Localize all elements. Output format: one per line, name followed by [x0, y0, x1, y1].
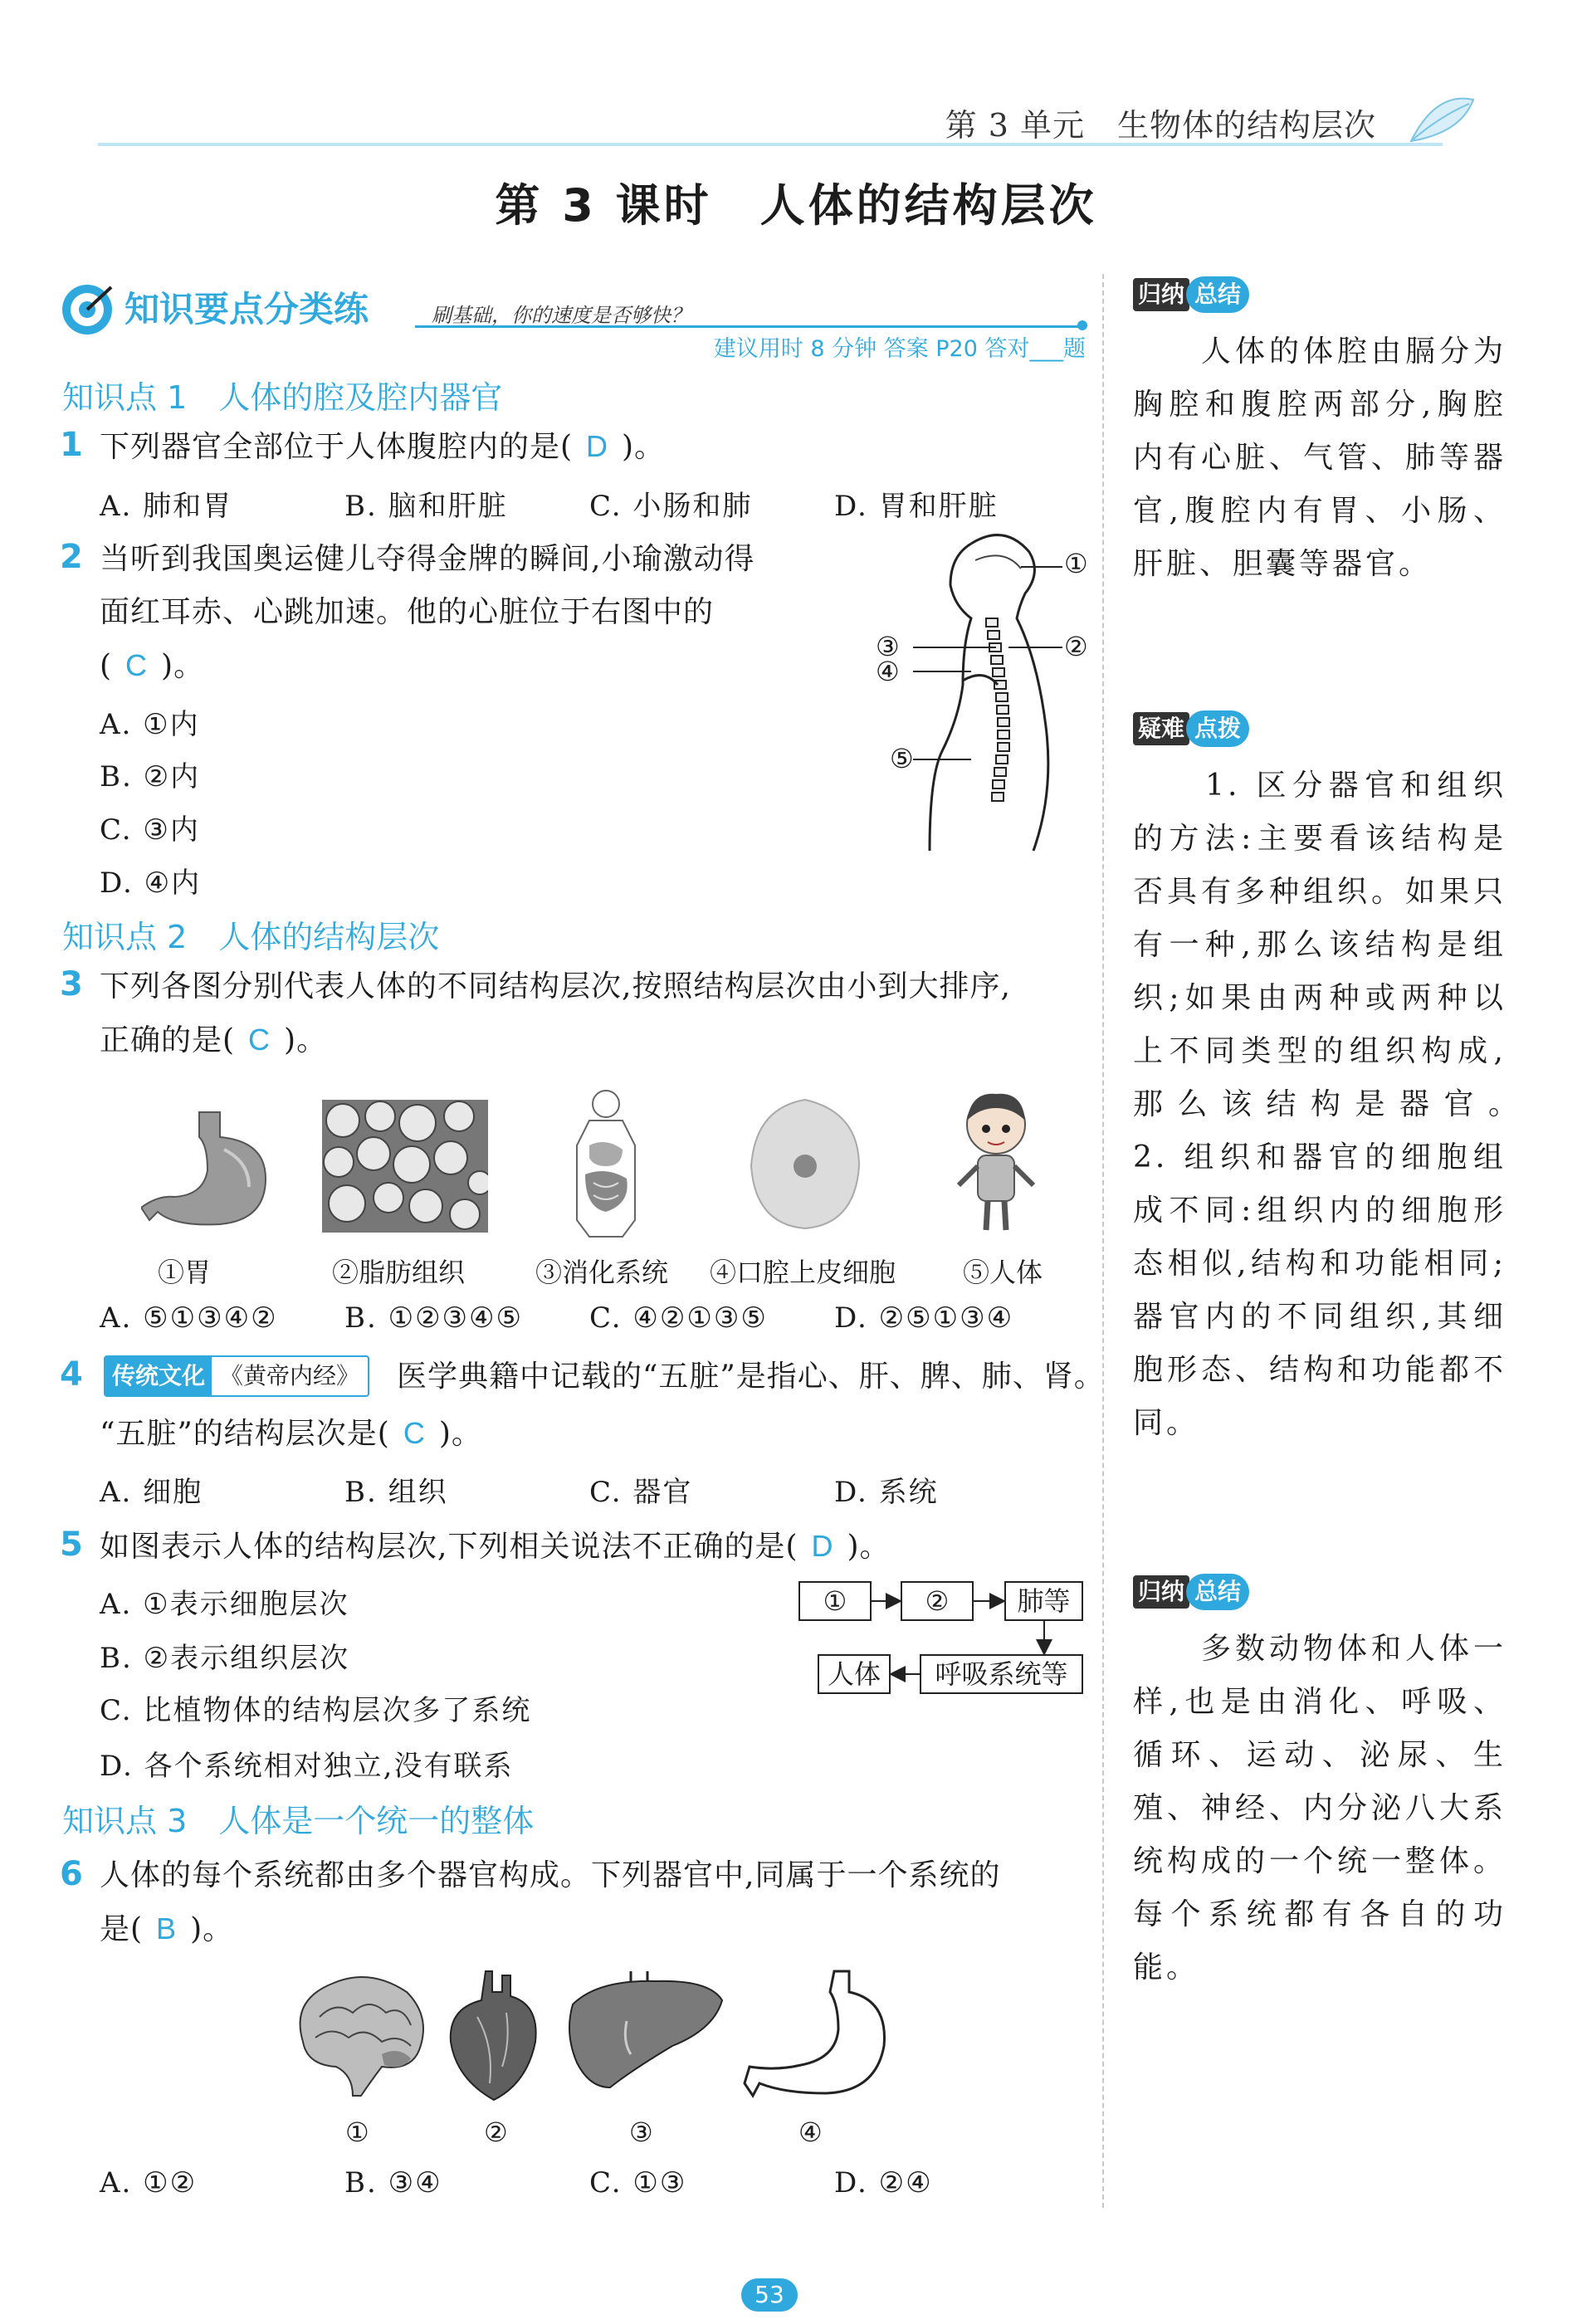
- question-4-line2: “五脏”的结构层次是( C )。: [100, 1416, 482, 1451]
- tip-tag: 疑难 点拨: [1133, 710, 1249, 748]
- option: C. ①③: [589, 2166, 687, 2200]
- answer: C: [248, 1023, 271, 1057]
- fat-tissue-image-icon: [322, 1100, 488, 1233]
- question-number: 2: [60, 538, 83, 576]
- sidebar-summary-1: 人体的体腔由膈分为胸腔和腹腔两部分,胸腔内有心脏、气管、肺等器官,腹腔内有胃、小肠、肝脏、胆囊等器官。: [1133, 334, 1507, 581]
- section-banner-title: 知识要点分类练: [125, 289, 369, 330]
- question-number: 6: [60, 1855, 83, 1893]
- banner-dot: [1077, 320, 1087, 330]
- summary-tag: 归纳 总结: [1133, 1573, 1249, 1611]
- diagram-box-4: 呼吸系统等: [920, 1654, 1083, 1694]
- digestive-system-image-icon: [556, 1087, 656, 1241]
- image-caption: ①胃: [158, 1257, 212, 1288]
- question-2-text: 当听到我国奥运健儿夺得金牌的瞬间,小瑜激动得 面红耳赤、心跳加速。他的心脏位于右图中的 ( C )。: [100, 542, 755, 683]
- question-number: 4: [60, 1355, 83, 1394]
- diagram-box-3: 肺等: [1004, 1581, 1083, 1621]
- option: A. ①表示细胞层次: [100, 1588, 349, 1621]
- question-1-text: 下列器官全部位于人体腹腔内的是( D )。: [100, 429, 666, 464]
- image-caption: ⑤人体: [963, 1257, 1043, 1288]
- heart-image-icon: [444, 1967, 548, 2104]
- knowledge-point-3: 知识点 3 人体是一个统一的整体: [62, 1803, 535, 1839]
- sidebar-summary-2: 多数动物体和人体一样,也是由消化、呼吸、循环、运动、泌尿、生殖、神经、内分泌八大系统构成的一个统一整体。每个系统都有各自的功能。: [1133, 1632, 1507, 1985]
- figure-label: ②: [1064, 631, 1088, 662]
- option: A. 肺和胃: [100, 490, 233, 523]
- option: B. ②表示组织层次: [100, 1642, 350, 1675]
- section-banner-subtitle: 刷基础，你的速度是否够快？: [432, 304, 691, 327]
- option: B. ①②③④⑤: [344, 1301, 524, 1335]
- option: D. ④内: [100, 867, 202, 900]
- option: A. 细胞: [100, 1476, 203, 1509]
- stomach-image-icon: [141, 1104, 282, 1237]
- banner-rule: [415, 325, 1083, 328]
- image-caption: ①: [345, 2116, 369, 2148]
- option: C. ③内: [100, 813, 200, 847]
- summary-tag: 归纳 总结: [1133, 276, 1249, 314]
- leaf-decoration-icon: [1403, 83, 1477, 149]
- option: B. ②内: [100, 760, 201, 793]
- image-caption: ②: [484, 2116, 508, 2148]
- question-6-text: 人体的每个系统都由多个器官构成。下列器官中,同属于一个系统的 是( B )。: [100, 1858, 1001, 1946]
- answer: D: [811, 1529, 834, 1563]
- question-3-text: 下列各图分别代表人体的不同结构层次,按照结构层次由小到大排序, 正确的是( C )。: [100, 969, 1011, 1057]
- stomach-outline-image-icon: [743, 1967, 892, 2104]
- unit-header: 第 3 单元 生物体的结构层次: [945, 107, 1376, 144]
- option: A. ①②: [100, 2166, 198, 2200]
- option: A. ⑤①③④②: [100, 1301, 278, 1335]
- diagram-box-5: 人体: [818, 1654, 891, 1694]
- option: D. 各个系统相对独立,没有联系: [100, 1750, 514, 1783]
- knowledge-point-2: 知识点 2 人体的结构层次: [62, 919, 440, 955]
- option: C. ④②①③⑤: [589, 1301, 768, 1335]
- question-number: 1: [60, 426, 83, 464]
- image-caption: ④口腔上皮细胞: [710, 1257, 896, 1288]
- banner-meta: 建议用时 8 分钟 答案 P20 答对___题: [713, 336, 1086, 362]
- image-caption: ④: [798, 2116, 823, 2148]
- liver-image-icon: [564, 1971, 730, 2096]
- page-number: 53: [741, 2278, 798, 2312]
- header-rule: [98, 143, 1443, 146]
- option: C. 小肠和肺: [589, 490, 753, 523]
- image-caption: ②脂肪组织: [332, 1257, 466, 1288]
- sidebar-tip: 1. 区分器官和组织的方法:主要看该结构是否具有多种组织。如果只有一种,那么该结构是组织;如果由两种或两种以上不同类型的组织构成,那么该结构是器官。 2. 组织和器官的细胞组成不同:组织内的细胞形态相似,结构和功能相同;器官内的不同组织,其细胞形态、结构和功能都不同。: [1133, 769, 1574, 1440]
- figure-label: ①: [1064, 548, 1088, 579]
- option: B. ③④: [344, 2166, 442, 2200]
- question-4-line1: 医学典籍中记载的“五脏”是指心、肝、脾、肺、肾。: [397, 1360, 1105, 1394]
- option: D. 胃和肝脏: [834, 490, 999, 523]
- option: D. ②④: [834, 2166, 933, 2200]
- child-figure-image-icon: [946, 1087, 1046, 1237]
- option: C. 比植物体的结构层次多了系统: [100, 1694, 532, 1727]
- question-number: 3: [60, 965, 83, 1003]
- badge-source: 《黄帝内经》: [220, 1362, 360, 1389]
- diagram-arrows: [797, 1577, 1096, 1702]
- option: B. 脑和肝脏: [344, 490, 508, 523]
- diagram-box-2: ②: [901, 1581, 974, 1621]
- lesson-title: 第 3 课时 人体的结构层次: [495, 179, 1097, 232]
- answer: D: [586, 429, 609, 463]
- option: A. ①内: [100, 708, 200, 741]
- option: D. 系统: [834, 1476, 939, 1509]
- figure-label: ③: [876, 631, 900, 662]
- answer: C: [125, 648, 149, 682]
- question-5-text: 如图表示人体的结构层次,下列相关说法不正确的是( D )。: [100, 1529, 891, 1564]
- badge-label: 传统文化: [105, 1357, 212, 1395]
- figure-label: ④: [876, 656, 900, 687]
- answer: C: [403, 1416, 426, 1450]
- knowledge-point-1: 知识点 1 人体的腔及腔内器官: [62, 379, 503, 416]
- brain-image-icon: [286, 1967, 432, 2100]
- image-caption: ③: [629, 2116, 653, 2148]
- answer: B: [156, 1911, 178, 1946]
- epithelial-cell-image-icon: [743, 1096, 867, 1233]
- image-caption: ③消化系统: [535, 1257, 669, 1288]
- option: B. 组织: [344, 1476, 448, 1509]
- traditional-culture-badge: [104, 1355, 369, 1397]
- option: D. ②⑤①③④: [834, 1301, 1014, 1335]
- column-divider: [1102, 274, 1104, 2208]
- diagram-box-1: ①: [798, 1581, 872, 1621]
- option: C. 器官: [589, 1476, 693, 1509]
- question-number: 5: [60, 1526, 83, 1564]
- target-icon: [60, 282, 115, 337]
- figure-label: ⑤: [890, 743, 914, 774]
